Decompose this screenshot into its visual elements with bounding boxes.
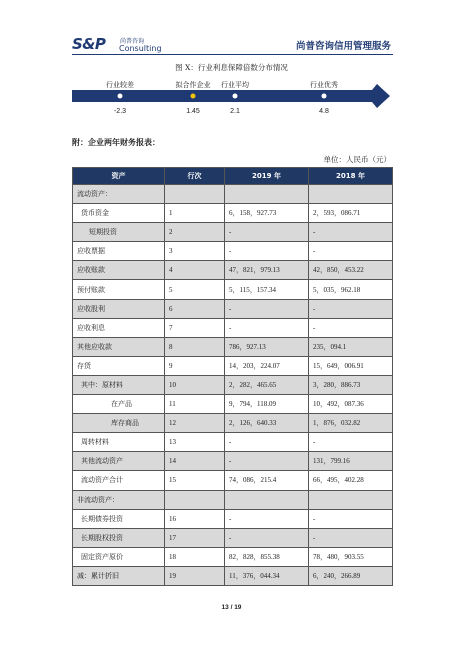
cell-2019: 9，794，118.09 (225, 395, 309, 414)
cell-line-no: 10 (165, 375, 225, 394)
currency-unit: 单位：人民币（元） (323, 155, 391, 164)
cell-2019: 2，282，465.65 (225, 375, 309, 394)
cell-line-no: 13 (165, 433, 225, 452)
table-row (73, 204, 393, 223)
cell-item: 应收股利 (73, 299, 165, 318)
cell-line-no: 12 (165, 414, 225, 433)
cell-line-no: 14 (165, 452, 225, 471)
logo-english-name: Consulting (119, 44, 162, 53)
scale-point-label: 行业平均 (221, 81, 249, 89)
cell-item: 库存商品 (73, 414, 165, 433)
table-row (73, 318, 393, 337)
cell-item: 预付账款 (73, 280, 165, 299)
header-2019: 2019 年 (225, 168, 309, 185)
cell-item: 短期投资 (73, 223, 165, 242)
figure-title: 图 X：行业利息保障倍数分布情况 (175, 63, 288, 72)
cell-2019: 74，086，215.4 (225, 471, 309, 490)
table-row (73, 337, 393, 356)
cell-2018: 42，850，453.22 (309, 261, 393, 280)
cell-item: 非流动资产： (73, 490, 165, 509)
cell-2019: 786，927.13 (225, 337, 309, 356)
cell-2019: 6，158，927.73 (225, 204, 309, 223)
cell-line-no: 18 (165, 547, 225, 566)
cell-2019: - (225, 509, 309, 528)
table-row (73, 490, 393, 509)
cell-item: 长期债券投资 (73, 509, 165, 528)
scale-point-marker-highlight (191, 94, 196, 99)
cell-2019: - (225, 223, 309, 242)
cell-2018: 6，240，266.89 (309, 566, 393, 585)
table-row (73, 261, 393, 280)
header-divider (72, 54, 393, 55)
cell-line-no: 5 (165, 280, 225, 299)
cell-2018: - (309, 433, 393, 452)
header-asset: 资产 (73, 168, 165, 185)
table-row (73, 414, 393, 433)
cell-2019: - (225, 452, 309, 471)
cell-2019: 82，828，855.38 (225, 547, 309, 566)
cell-2019 (225, 490, 309, 509)
scale-point-value: 4.8 (319, 108, 329, 115)
scale-point-value: 2.1 (230, 108, 240, 115)
table-row (73, 375, 393, 394)
cell-2018: - (309, 528, 393, 547)
cell-2018: - (309, 509, 393, 528)
table-row (73, 528, 393, 547)
cell-line-no: 9 (165, 356, 225, 375)
table-row (73, 223, 393, 242)
cell-line-no (165, 185, 225, 204)
table-row (73, 452, 393, 471)
cell-2018: - (309, 242, 393, 261)
table-header-row (73, 168, 393, 185)
cell-item: 存货 (73, 356, 165, 375)
table-row (73, 299, 393, 318)
cell-item: 其他应收款 (73, 337, 165, 356)
cell-item: 应收账款 (73, 261, 165, 280)
cell-line-no (165, 490, 225, 509)
table-row (73, 280, 393, 299)
scale-point-value: 1.45 (186, 108, 200, 115)
table-row (73, 185, 393, 204)
cell-2019: 2，126，640.33 (225, 414, 309, 433)
cell-2019: 5，115，157.34 (225, 280, 309, 299)
logo-chinese-name: 尚普咨询 (120, 38, 145, 45)
cell-line-no: 8 (165, 337, 225, 356)
cell-2018: 15，649，006.91 (309, 356, 393, 375)
cell-2018: 1，876，032.82 (309, 414, 393, 433)
cell-2018: 2，593，086.71 (309, 204, 393, 223)
scale-point-label: 拟合作企业 (175, 81, 211, 89)
cell-item: 货币资金 (73, 204, 165, 223)
cell-2019: - (225, 528, 309, 547)
cell-line-no: 2 (165, 223, 225, 242)
header-line-no: 行次 (165, 168, 225, 185)
cell-2018: 235，094.1 (309, 337, 393, 356)
cell-2019: - (225, 299, 309, 318)
cell-item: 周转材料 (73, 433, 165, 452)
table-row (73, 395, 393, 414)
cell-line-no: 3 (165, 242, 225, 261)
cell-line-no: 6 (165, 299, 225, 318)
cell-2018 (309, 185, 393, 204)
cell-2018: - (309, 223, 393, 242)
cell-2019: 47，821，979.13 (225, 261, 309, 280)
logo-mark: S&P (72, 35, 106, 53)
cell-item: 其中：原材料 (73, 375, 165, 394)
cell-line-no: 7 (165, 318, 225, 337)
cell-2019 (225, 185, 309, 204)
cell-2018 (309, 490, 393, 509)
cell-item: 固定资产原价 (73, 547, 165, 566)
scale-point-marker (322, 94, 327, 99)
cell-line-no: 1 (165, 204, 225, 223)
scale-point-marker (118, 94, 123, 99)
cell-line-no: 17 (165, 528, 225, 547)
cell-2019: - (225, 242, 309, 261)
cell-item: 在产品 (73, 395, 165, 414)
cell-line-no: 16 (165, 509, 225, 528)
cell-2018: - (309, 299, 393, 318)
cell-2018: 5，035，962.18 (309, 280, 393, 299)
scale-point-label: 行业优秀 (310, 81, 338, 89)
table-row (73, 509, 393, 528)
cell-line-no: 19 (165, 566, 225, 585)
financial-statement-table (72, 167, 393, 586)
cell-line-no: 4 (165, 261, 225, 280)
cell-2018: 131，799.16 (309, 452, 393, 471)
scale-point-label: 行业较差 (106, 81, 134, 89)
cell-2018: - (309, 318, 393, 337)
table-row (73, 356, 393, 375)
cell-item: 应收票据 (73, 242, 165, 261)
cell-2019: 11，376，044.34 (225, 566, 309, 585)
cell-item: 应收利息 (73, 318, 165, 337)
header-service-title: 尚普咨询信用管理服务 (295, 41, 391, 52)
scale-point-marker (233, 94, 238, 99)
table-row (73, 242, 393, 261)
header-2018: 2018 年 (309, 168, 393, 185)
table-row (73, 471, 393, 490)
cell-2018: 3，280，886.73 (309, 375, 393, 394)
scale-point-value: -2.3 (113, 108, 127, 115)
cell-item: 流动资产： (73, 185, 165, 204)
cell-item: 其他流动资产 (73, 452, 165, 471)
cell-item: 减：累计折旧 (73, 566, 165, 585)
appendix-title: 附：企业两年财务报表： (72, 137, 160, 147)
table-row (73, 433, 393, 452)
cell-item: 长期股权投资 (73, 528, 165, 547)
cell-line-no: 11 (165, 395, 225, 414)
cell-2018: 78，480，903.55 (309, 547, 393, 566)
table-row (73, 566, 393, 585)
cell-2018: 10，492，087.36 (309, 395, 393, 414)
cell-line-no: 15 (165, 471, 225, 490)
cell-item: 流动资产合计 (73, 471, 165, 490)
cell-2019: - (225, 433, 309, 452)
table-row (73, 547, 393, 566)
cell-2018: 66，495，402.28 (309, 471, 393, 490)
cell-2019: - (225, 318, 309, 337)
cell-2019: 14，203，224.07 (225, 356, 309, 375)
page-number: 13 / 19 (221, 604, 242, 611)
